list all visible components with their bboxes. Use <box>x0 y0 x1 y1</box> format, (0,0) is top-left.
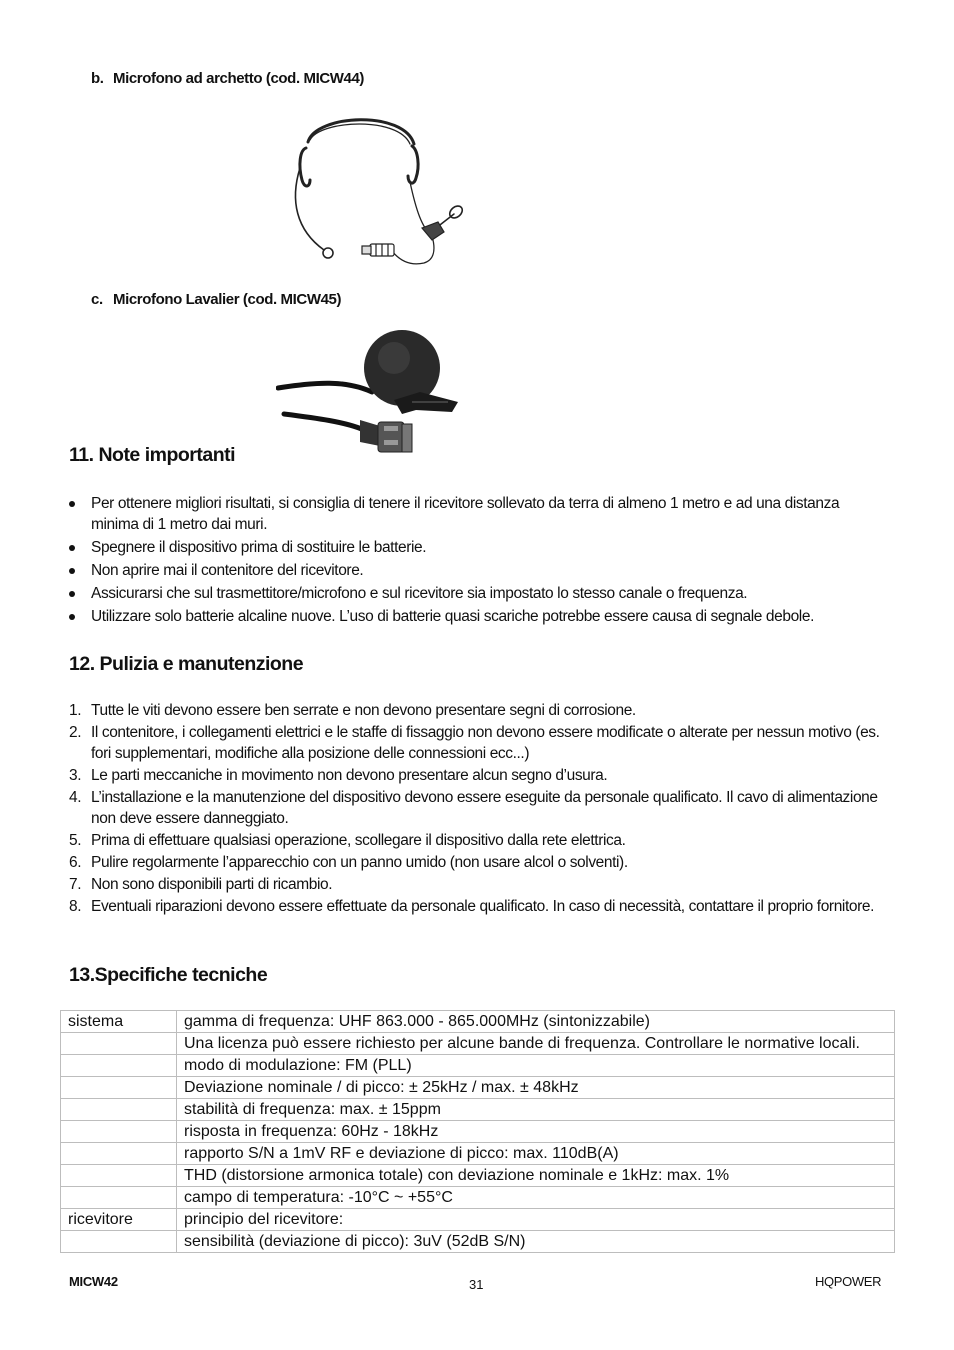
list-item: Non aprire mai il contenitore del ricevitore. <box>69 560 889 581</box>
bullet-icon <box>69 545 75 551</box>
headset-heading-text: Microfono ad archetto (cod. MICW44) <box>113 70 365 87</box>
spec-value: THD (distorsione armonica totale) con deviazione nominale e 1kHz: max. 1% <box>177 1165 895 1187</box>
notes-section-title: 11. Note importanti <box>69 444 236 466</box>
list-item: 3. Le parti meccaniche in movimento non devono presentare alcun segno d’usura. <box>69 767 608 784</box>
list-item: 4. L’installazione e la manutenzione del dispositivo devono essere eseguite da personale qualificato. Il cavo di alimentazione non deve essere danneggiato. <box>69 789 878 827</box>
spec-value: modo di modulazione: FM (PLL) <box>177 1055 895 1077</box>
bullet-icon <box>69 614 75 620</box>
list-item: Assicurarsi che sul trasmettitore/microfono e sul ricevitore sia impostato lo stesso canale o frequenza. <box>69 583 889 604</box>
spec-value: gamma di frequenza: UHF 863.000 - 865.000MHz (sintonizzabile) <box>177 1011 895 1033</box>
table-row <box>61 1055 895 1077</box>
list-item: Spegnere il dispositivo prima di sostituire le batterie. <box>69 537 889 558</box>
bullet-icon <box>69 568 75 574</box>
table-row <box>61 1077 895 1099</box>
spec-value: stabilità di frequenza: max. ± 15ppm <box>177 1099 895 1121</box>
spec-label: sistema <box>61 1011 177 1033</box>
spec-value: risposta in frequenza: 60Hz - 18kHz <box>177 1121 895 1143</box>
bullet-icon <box>69 501 75 507</box>
spec-label <box>61 1143 177 1165</box>
list-item: 7. Non sono disponibili parti di ricambio. <box>69 876 333 893</box>
headset-heading-marker: b. <box>91 70 104 87</box>
table-row <box>61 1209 895 1231</box>
specs-section-title: 13.Specifiche tecniche <box>69 964 268 986</box>
spec-label <box>61 1099 177 1121</box>
lavalier-microphone-image <box>276 322 464 470</box>
maintenance-list <box>69 700 889 918</box>
table-row <box>61 1143 895 1165</box>
lavalier-heading-marker: c. <box>91 291 103 308</box>
list-item: 6. Pulire regolarmente l’apparecchio con un panno umido (non usare alcol o solventi). <box>69 854 628 871</box>
footer-model: MICW42 <box>69 1274 118 1289</box>
bullet-icon <box>69 591 75 597</box>
table-row <box>61 1165 895 1187</box>
table-row <box>61 1011 895 1033</box>
spec-value: Deviazione nominale / di picco: ± 25kHz / max. ± 48kHz <box>177 1077 895 1099</box>
list-item: 1. Tutte le viti devono essere ben serrate e non devono presentare segni di corrosione. <box>69 702 636 719</box>
table-row <box>61 1099 895 1121</box>
spec-label <box>61 1077 177 1099</box>
spec-label <box>61 1231 177 1253</box>
spec-label <box>61 1055 177 1077</box>
headset-microphone-heading <box>91 70 364 87</box>
maintenance-section-title: 12. Pulizia e manutenzione <box>69 653 304 675</box>
spec-label <box>61 1187 177 1209</box>
table-row <box>61 1033 895 1055</box>
list-item: Per ottenere migliori risultati, si consiglia di tenere il ricevitore sollevato da terra di almeno 1 metro e ad una distanza minima di 1 metro dai muri. <box>69 493 889 535</box>
footer-brand: HQPOWER <box>815 1274 882 1289</box>
lavalier-heading-text: Microfono Lavalier (cod. MICW45) <box>113 291 342 308</box>
spec-label <box>61 1033 177 1055</box>
notes-list <box>69 493 889 629</box>
spec-value: principio del ricevitore: <box>177 1209 895 1231</box>
table-row <box>61 1121 895 1143</box>
headset-microphone-image <box>286 110 468 270</box>
specs-table <box>60 1010 895 1253</box>
table-row <box>61 1231 895 1253</box>
spec-value: Una licenza può essere richiesto per alcune bande di frequenza. Controllare le normative locali. <box>177 1033 895 1055</box>
list-item: 8. Eventuali riparazioni devono essere effettuate da personale qualificato. In caso di necessità, contattare il proprio fornitore. <box>69 898 874 915</box>
list-item: 2. Il contenitore, i collegamenti elettrici e le staffe di fissaggio non devono essere modificate o alterate per nessun motivo (es. fori supplementari, modifiche alla posizione delle connessioni ecc...) <box>69 724 880 762</box>
spec-value: campo di temperatura: -10°C ~ +55°C <box>177 1187 895 1209</box>
list-item: Utilizzare solo batterie alcaline nuove. L’uso di batterie quasi scariche potrebbe essere causa di segnale debole. <box>69 606 889 627</box>
spec-value: sensibilità (deviazione di picco): 3uV (52dB S/N) <box>177 1231 895 1253</box>
spec-label <box>61 1165 177 1187</box>
table-row <box>61 1187 895 1209</box>
spec-label <box>61 1121 177 1143</box>
spec-label: ricevitore <box>61 1209 177 1231</box>
spec-value: rapporto S/N a 1mV RF e deviazione di picco: max. 110dB(A) <box>177 1143 895 1165</box>
lavalier-microphone-heading <box>91 291 341 308</box>
list-item: 5. Prima di effettuare qualsiasi operazione, scollegare il dispositivo dalla rete elettrica. <box>69 832 626 849</box>
footer-page-number: 31 <box>469 1277 484 1292</box>
